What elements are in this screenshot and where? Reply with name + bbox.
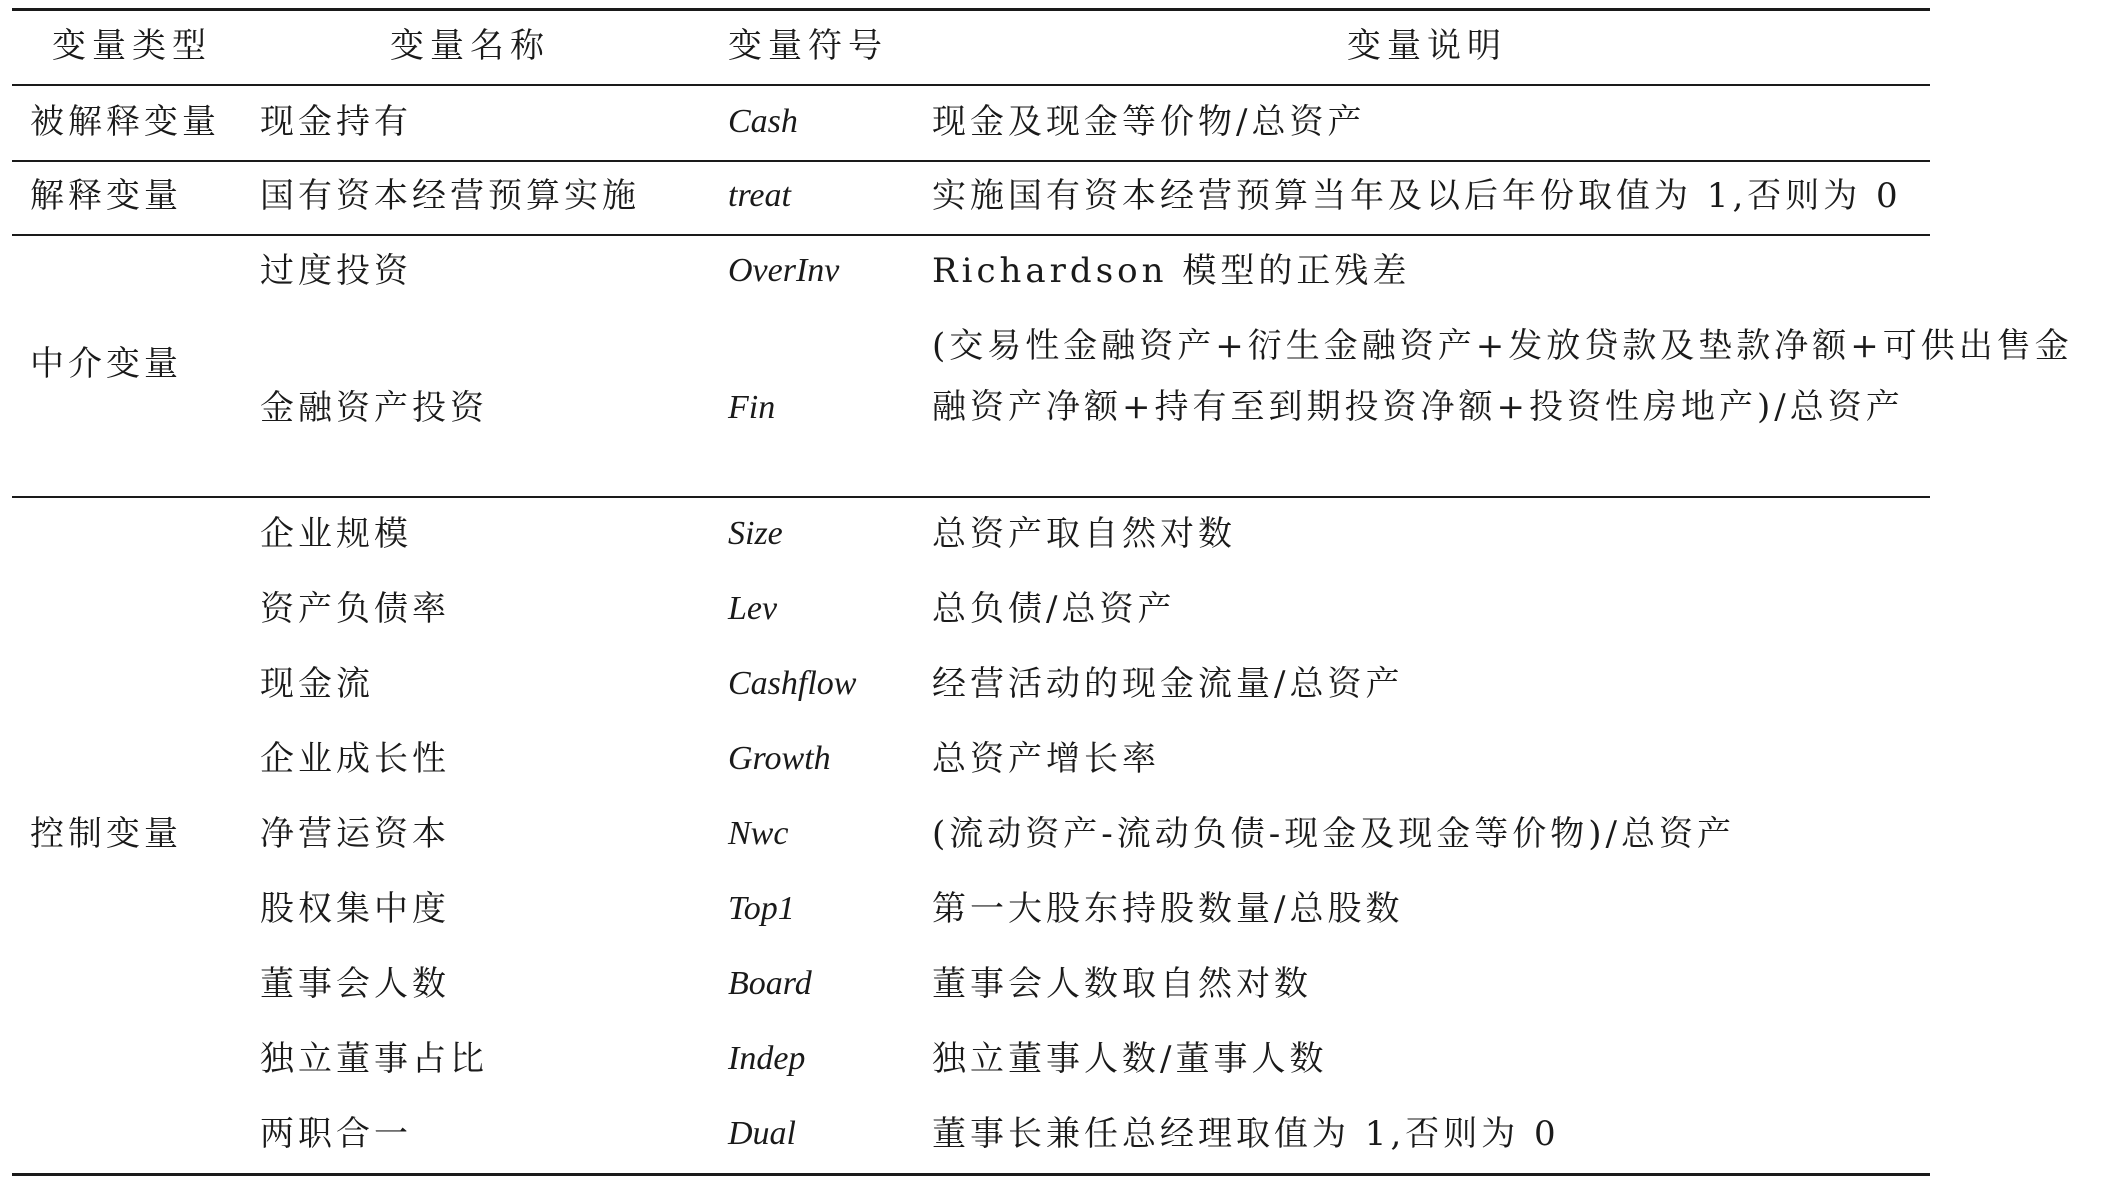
name-cell: 董事会人数 [260,964,450,1004]
desc-cell: 经营活动的现金流量/总资产 [932,664,1404,704]
row-rule [12,496,1930,498]
symbol-cell: Top1 [728,890,795,927]
symbol-cell: treat [728,177,791,214]
name-cell: 独立董事占比 [260,1039,488,1079]
name-cell: 过度投资 [260,251,412,291]
desc-cell: 总负债/总资产 [932,589,1176,629]
name-cell: 股权集中度 [260,889,450,929]
symbol-cell: Lev [728,590,778,627]
symbol-cell: Growth [728,740,831,777]
type-cell: 解释变量 [30,176,182,216]
row-rule [12,160,1930,162]
desc-cell: 董事长兼任总经理取值为 1,否则为 0 [932,1114,1560,1154]
symbol-cell: Cash [728,103,798,140]
type-cell: 中介变量 [30,344,182,384]
desc-cell: 现金及现金等价物/总资产 [932,102,1366,142]
symbol-cell: Dual [728,1115,796,1152]
symbol-cell: Nwc [728,815,789,852]
symbol-cell: Cashflow [728,665,857,702]
name-cell: 两职合一 [260,1114,412,1154]
header-type: 变量类型 [52,26,212,66]
name-cell: 资产负债率 [260,589,450,629]
symbol-cell: Size [728,515,783,552]
desc-cell: 总资产取自然对数 [932,514,1236,554]
desc-cell: (交易性金融资产+衍生金融资产+发放贷款及垫款净额+可供出售金融资产净额+持有至到期投资净额+投资性房地产)/总资产 [932,326,2073,427]
name-cell: 现金持有 [260,102,412,142]
desc-cell: 实施国有资本经营预算当年及以后年份取值为 1,否则为 0 [932,176,1902,216]
name-cell: 现金流 [260,664,374,704]
header-name: 变量名称 [390,26,550,66]
type-cell: 控制变量 [30,814,182,854]
name-cell: 金融资产投资 [260,388,488,428]
symbol-cell: Board [728,965,812,1002]
symbol-cell: Indep [728,1040,806,1077]
name-cell: 企业成长性 [260,739,450,779]
bottom-rule [12,1173,1930,1176]
desc-cell: Richardson 模型的正残差 [932,251,1411,291]
desc-cell: 独立董事人数/董事人数 [932,1039,1328,1079]
top-rule [12,8,1930,11]
row-rule [12,234,1930,236]
header-desc: 变量说明 [1347,26,1507,66]
desc-cell: 董事会人数取自然对数 [932,964,1312,1004]
type-cell: 被解释变量 [30,102,220,142]
name-cell: 企业规模 [260,514,412,554]
desc-cell: 第一大股东持股数量/总股数 [932,889,1404,929]
symbol-cell: OverInv [728,252,840,289]
symbol-cell: Fin [728,389,776,426]
name-cell: 国有资本经营预算实施 [260,176,640,216]
header-symbol: 变量符号 [728,26,888,66]
desc-cell: (流动资产-流动负债-现金及现金等价物)/总资产 [932,814,1735,854]
desc-cell: 总资产增长率 [932,739,1160,779]
header-rule [12,84,1930,86]
name-cell: 净营运资本 [260,814,450,854]
